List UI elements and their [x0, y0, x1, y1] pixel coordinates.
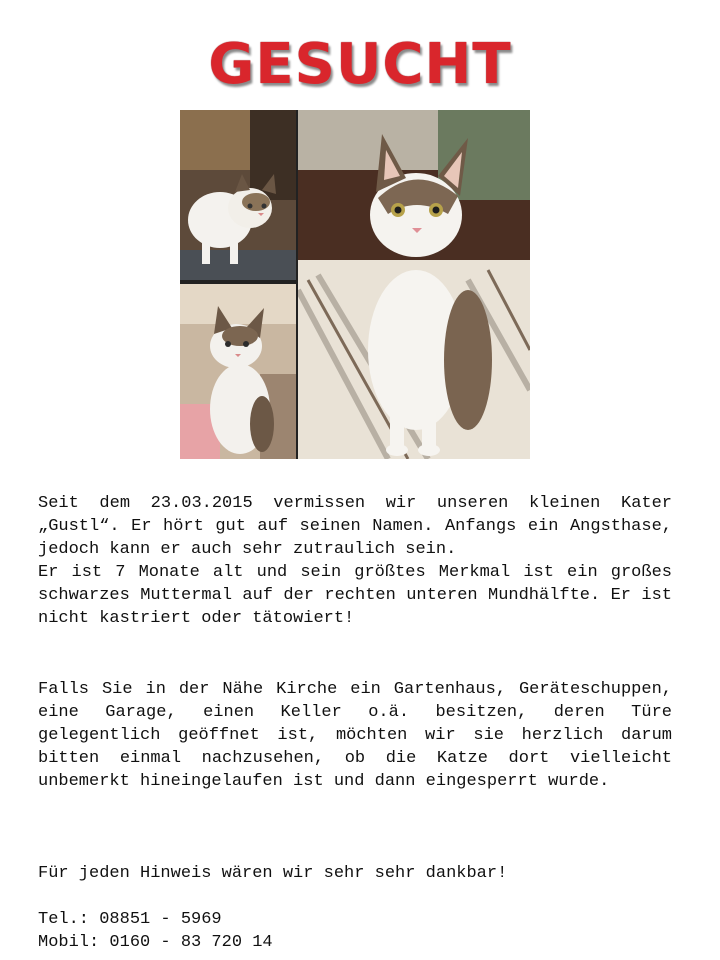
description-text: Seit dem 23.03.2015 vermissen wir unseren kleinen Kater „Gustl“. Er hört gut auf seinen Namen. Anfangs ein Angsthase, jedoch kann er auch sehr zutraulich sein. — [38, 494, 672, 559]
cat-photo-bottom-left — [180, 284, 296, 459]
thanks-text: Für jeden Hinweis wären wir sehr sehr dankbar! — [38, 864, 508, 883]
cat-photo-right — [298, 110, 530, 459]
cat-photo-top-left — [180, 110, 296, 280]
contact-block — [38, 908, 672, 954]
description-paragraph — [38, 492, 672, 630]
description-features-text: Er ist 7 Monate alt und sein größtes Merkmal ist ein großes schwarzes Muttermal auf der rechten unteren Mundhälfte. Er ist nicht kastriert oder tätowiert! — [38, 563, 672, 628]
request-paragraph: Falls Sie in der Nähe Kirche ein Gartenhaus, Geräteschuppen, eine Garage, einen Keller o.ä. besitzen, deren Türe gelegentlich geöffnet ist, möchten wir sie herzlich darum bitten einmal nachzusehen, ob die Katze dort vielleicht unbemerkt hineingelaufen ist und dann eingesperrt wurde. — [38, 680, 672, 791]
phone-number: Tel.: 08851 - 5969 — [38, 910, 222, 929]
cat-photo-collage — [180, 110, 530, 459]
page-title: GESUCHT — [208, 32, 512, 97]
mobile-number: Mobil: 0160 - 83 720 14 — [38, 933, 273, 952]
